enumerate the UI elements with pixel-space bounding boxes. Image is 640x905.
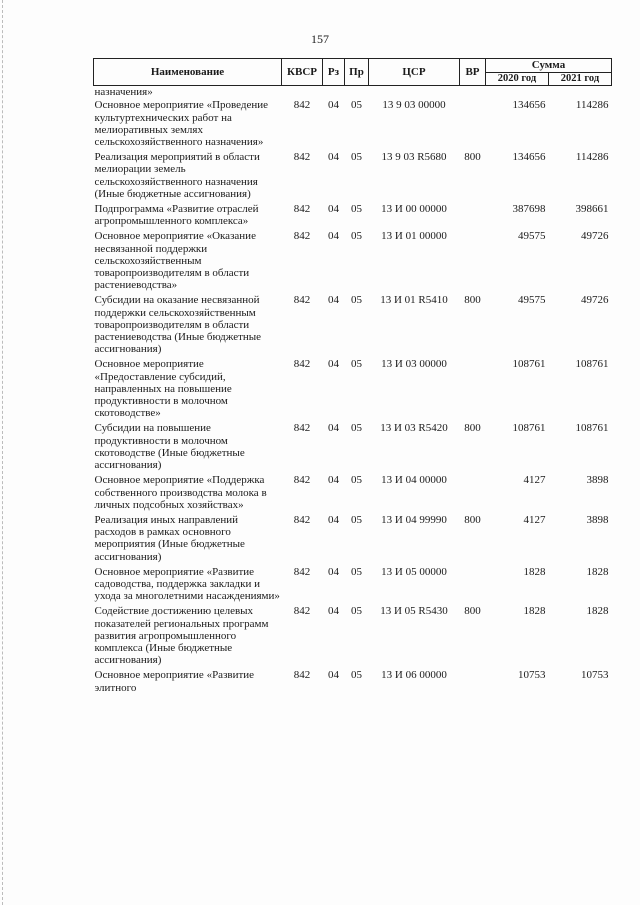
cell-s2020: 1828 [523, 605, 546, 618]
cell-vr [460, 203, 486, 230]
cell-pr: 05 [351, 565, 362, 578]
cell-kvsr: 842 [293, 151, 311, 164]
cell-name: Основное мероприятие «Развитие садоводства, поддержка закладки и ухода за многолетними насаждениями» [94, 565, 280, 603]
cell-csr: 13 И 06 00000 [381, 669, 447, 682]
cell-vr [460, 99, 486, 151]
cell-vr: 800 [464, 151, 481, 164]
cell-rz: 04 [328, 513, 339, 526]
cell-csr: 13 И 04 00000 [381, 474, 447, 487]
cell-kvsr: 842 [293, 513, 311, 526]
cell-kvsr: 842 [293, 422, 311, 435]
cell-vr [460, 230, 486, 294]
cell-kvsr: 842 [293, 605, 311, 618]
cell-rz: 04 [328, 669, 339, 682]
cell-rz: 04 [328, 565, 339, 578]
cell-csr: 13 И 03 00000 [381, 358, 447, 371]
cell-vr: 800 [464, 294, 481, 307]
table-row [94, 669, 612, 693]
cell-csr: 13 И 04 99990 [381, 513, 447, 526]
cell-pr: 05 [351, 294, 362, 307]
page-number: 157 [311, 32, 329, 46]
cell-pr: 05 [351, 230, 362, 243]
header-sum: Сумма [486, 59, 612, 73]
cell-s2020: 134656 [512, 151, 546, 164]
table-row [94, 99, 612, 151]
header-vr: ВР [460, 59, 486, 86]
cell-kvsr: 842 [293, 230, 311, 243]
cell-csr: 13 9 03 R5680 [381, 151, 447, 164]
cell-rz: 04 [328, 151, 339, 164]
cell-s2021: 114286 [575, 99, 609, 112]
cell-s2021: 114286 [575, 151, 609, 164]
cell-name: Реализация мероприятий в области мелиорации земель сельскохозяйственного назначения (Иные бюджетные ассигнования) [94, 151, 260, 200]
cell-name: Субсидии на оказание несвязанной поддержки сельскохозяйственным товаропроизводителям в области растениеводства (Иные бюджетные ассигнования) [94, 294, 262, 356]
cell-rz: 04 [328, 230, 339, 243]
header-year-2021: 2021 год [549, 73, 612, 86]
cell-kvsr: 842 [293, 358, 311, 371]
cell-pr: 05 [351, 513, 362, 526]
cell-kvsr: 842 [293, 565, 311, 578]
cell-kvsr: 842 [293, 474, 311, 487]
cell-s2021: 49726 [581, 294, 609, 307]
cell-pr: 05 [351, 151, 362, 164]
table-row [94, 86, 612, 100]
cell-csr: 13 И 01 R5410 [380, 294, 448, 307]
cell-pr: 05 [351, 669, 362, 682]
cell-s2020: 49575 [518, 294, 546, 307]
cell-name: Основное мероприятие «Оказание несвязанной поддержки сельскохозяйственным товаропроизводителям в области растениеводства» [94, 230, 256, 292]
cell-vr: 800 [464, 422, 481, 435]
cell-s2020 [486, 86, 549, 100]
cell-s2021: 49726 [581, 230, 609, 243]
table-row [94, 566, 612, 606]
cell-rz [323, 86, 345, 100]
table-row [94, 474, 612, 514]
cell-pr: 05 [351, 474, 362, 487]
cell-s2020: 387698 [512, 203, 546, 216]
cell-kvsr: 842 [293, 294, 311, 307]
cell-csr: 13 9 03 00000 [382, 99, 446, 112]
cell-vr: 800 [464, 513, 481, 526]
cell-name: Содействие достижению целевых показателей региональных программ развития агропромышленного комплекса (Иные бюджетные ассигнования) [94, 605, 269, 667]
table-body [94, 86, 612, 694]
cell-csr: 13 И 05 00000 [381, 565, 447, 578]
page-edge-line [2, 0, 4, 905]
cell-s2020: 49575 [518, 230, 546, 243]
header-kvsr: КВСР [282, 59, 323, 86]
cell-pr: 05 [351, 605, 362, 618]
cell-s2021 [549, 86, 612, 100]
cell-rz: 04 [328, 358, 339, 371]
cell-s2021: 1828 [586, 605, 609, 618]
cell-s2020: 108761 [512, 422, 546, 435]
header-rz: Рз [323, 59, 345, 86]
cell-s2021: 3898 [586, 513, 609, 526]
cell-vr [460, 358, 486, 422]
cell-s2021: 108761 [575, 358, 609, 371]
cell-vr [460, 669, 486, 693]
cell-rz: 04 [328, 99, 339, 112]
cell-kvsr [282, 86, 323, 100]
table-row [94, 358, 612, 422]
cell-pr: 05 [351, 358, 362, 371]
cell-s2020: 4127 [523, 513, 546, 526]
cell-name: Основное мероприятие «Предоставление субсидий, направленных на повышение продуктивности в молочном скотоводстве» [94, 358, 232, 420]
cell-pr: 05 [351, 99, 362, 112]
cell-vr [460, 566, 486, 606]
table-row [94, 294, 612, 358]
header-pr: Пр [345, 59, 369, 86]
cell-s2020: 4127 [523, 474, 546, 487]
budget-table [93, 58, 612, 694]
cell-kvsr: 842 [293, 203, 311, 216]
table-row [94, 203, 612, 230]
header-year-2020: 2020 год [486, 73, 549, 86]
cell-csr: 13 И 00 00000 [381, 203, 447, 216]
table-row [94, 230, 612, 294]
table-row [94, 151, 612, 203]
cell-kvsr: 842 [293, 669, 311, 682]
cell-rz: 04 [328, 474, 339, 487]
cell-csr: 13 И 05 R5430 [380, 605, 448, 618]
cell-s2021: 398661 [575, 203, 609, 216]
cell-name: Субсидии на повышение продуктивности в молочном скотоводстве (Иные бюджетные ассигнования) [94, 422, 245, 472]
cell-s2020: 1828 [523, 565, 546, 578]
cell-csr [369, 86, 460, 100]
table-row [94, 422, 612, 474]
cell-name: Реализация иных направлений расходов в рамках основного мероприятия (Иные бюджетные ассигнования) [94, 513, 245, 563]
cell-vr [460, 474, 486, 514]
header-csr: ЦСР [369, 59, 460, 86]
table-row [94, 514, 612, 566]
cell-name: Основное мероприятие «Поддержка собственного производства молока в личных подсобных хозяйствах» [94, 474, 267, 511]
cell-s2020: 108761 [512, 358, 546, 371]
cell-name: назначения» [94, 86, 153, 99]
cell-s2020: 134656 [512, 99, 546, 112]
cell-pr: 05 [351, 422, 362, 435]
cell-name: Подпрограмма «Развитие отраслей агропромышленного комплекса» [94, 203, 259, 228]
table-row [94, 605, 612, 669]
cell-pr [345, 86, 369, 100]
cell-name: Основное мероприятие «Развитие элитного [94, 669, 255, 694]
cell-rz: 04 [328, 294, 339, 307]
table-header [94, 59, 612, 86]
cell-vr [460, 86, 486, 100]
cell-csr: 13 И 01 00000 [381, 230, 447, 243]
cell-name: Основное мероприятие «Проведение культуртехнических работ на мелиоративных землях сельскохозяйственного назначения» [94, 99, 269, 149]
cell-s2021: 1828 [586, 565, 609, 578]
cell-rz: 04 [328, 605, 339, 618]
cell-s2021: 108761 [575, 422, 609, 435]
cell-s2021: 3898 [586, 474, 609, 487]
header-name: Наименование [94, 59, 282, 86]
cell-pr: 05 [351, 203, 362, 216]
cell-s2020: 10753 [518, 669, 546, 682]
cell-csr: 13 И 03 R5420 [380, 422, 448, 435]
cell-s2021: 10753 [581, 669, 609, 682]
cell-kvsr: 842 [293, 99, 311, 112]
cell-rz: 04 [328, 422, 339, 435]
cell-rz: 04 [328, 203, 339, 216]
cell-vr: 800 [464, 605, 481, 618]
